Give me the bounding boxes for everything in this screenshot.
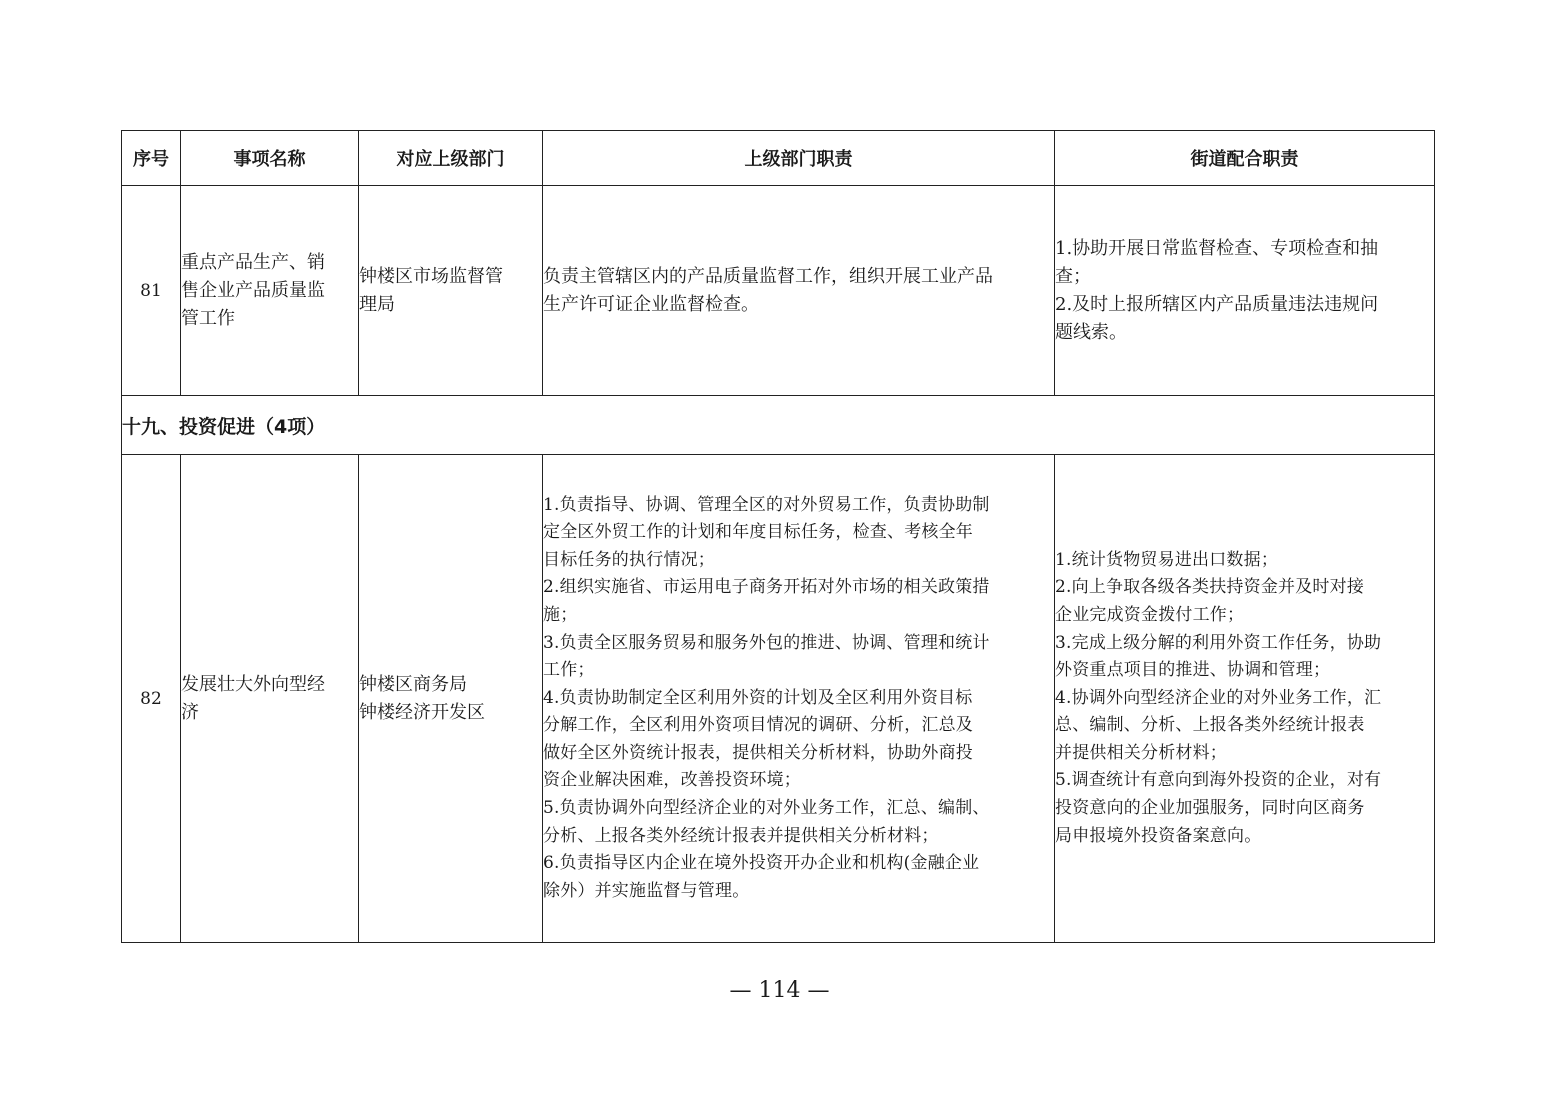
row82-upper-line: 分析、上报各类外经统计报表并提供相关分析材料； — [543, 825, 939, 846]
row82-name-line: 济 — [181, 701, 199, 723]
row82-street-line: 总、编制、分析、上报各类外经统计报表 — [1055, 715, 1365, 736]
header-item-name: 事项名称 — [181, 131, 359, 186]
table-row-81 — [122, 186, 1435, 396]
row82-street-line: 企业完成资金拨付工作； — [1055, 604, 1245, 625]
row81-dept-line: 钟楼区市场监督管 — [359, 265, 503, 287]
row82-upper-line: 6.负责指导区内企业在境外投资开办企业和机构(金融企业 — [543, 853, 980, 874]
row82-upper-line: 1.负责指导、协调、管理全区的对外贸易工作，负责协助制 — [543, 494, 990, 515]
row81-upper-line: 负责主管辖区内的产品质量监督工作，组织开展工业产品 — [543, 265, 993, 287]
header-upper-duty: 上级部门职责 — [543, 131, 1055, 186]
row82-name-line: 发展壮大外向型经 — [181, 673, 325, 695]
row82-street-line: 4.协调外向型经济企业的对外业务工作，汇 — [1055, 687, 1382, 708]
row82-department — [359, 455, 543, 943]
row82-street-duty — [1055, 455, 1435, 943]
row82-upper-line: 3.负责全区服务贸易和服务外包的推进、协调、管理和统计 — [543, 632, 990, 653]
row82-upper-line: 资企业解决困难，改善投资环境； — [543, 770, 801, 791]
duty-table — [121, 130, 1435, 943]
row82-upper-line: 定全区外贸工作的计划和年度目标任务，检查、考核全年 — [543, 522, 973, 543]
row82-upper-line: 目标任务的执行情况； — [543, 549, 715, 570]
row81-street-line: 1.协助开展日常监督检查、专项检查和抽 — [1055, 237, 1379, 259]
row82-street-line: 外资重点项目的推进、协调和管理； — [1055, 660, 1331, 681]
row81-number: 81 — [122, 186, 181, 396]
row81-street-line: 查； — [1055, 265, 1091, 287]
row81-street-line: 2.及时上报所辖区内产品质量违法违规问 — [1055, 293, 1379, 315]
row81-name-line: 管工作 — [181, 307, 235, 329]
row82-number: 82 — [122, 455, 181, 943]
row82-street-line: 5.调查统计有意向到海外投资的企业，对有 — [1055, 770, 1382, 791]
row82-item-name — [181, 455, 359, 943]
section-title: 十九、投资促进（4项） — [122, 396, 1435, 455]
row82-street-line: 1.统计货物贸易进出口数据； — [1055, 549, 1279, 570]
row81-upper-duty — [543, 186, 1055, 396]
row82-dept-line: 钟楼区商务局 — [359, 673, 467, 695]
page-number: — 114 — — [729, 978, 830, 1003]
row82-street-line: 并提供相关分析材料； — [1055, 742, 1227, 763]
row81-dept-line: 理局 — [359, 293, 395, 315]
row81-item-name — [181, 186, 359, 396]
row82-upper-line: 做好全区外资统计报表，提供相关分析材料，协助外商投 — [543, 742, 973, 763]
row82-street-line: 投资意向的企业加强服务，同时向区商务 — [1055, 798, 1365, 819]
header-number: 序号 — [122, 131, 181, 186]
row81-upper-line: 生产许可证企业监督检查。 — [543, 293, 759, 315]
row82-upper-line: 分解工作，全区利用外资项目情况的调研、分析，汇总及 — [543, 715, 973, 736]
row81-street-line: 题线索。 — [1055, 321, 1127, 343]
row82-upper-line: 4.负责协助制定全区利用外资的计划及全区利用外资目标 — [543, 687, 973, 708]
header-street-duty: 街道配合职责 — [1055, 131, 1435, 186]
row82-street-line: 2.向上争取各级各类扶持资金并及时对接 — [1055, 577, 1365, 598]
row82-dept-line: 钟楼经济开发区 — [359, 701, 485, 723]
header-row — [122, 131, 1435, 186]
row82-upper-line: 2.组织实施省、市运用电子商务开拓对外市场的相关政策措 — [543, 577, 990, 598]
row81-department — [359, 186, 543, 396]
table-row-82 — [122, 455, 1435, 943]
row82-upper-line: 除外）并实施监督与管理。 — [543, 880, 750, 901]
row82-street-line: 局申报境外投资备案意向。 — [1055, 825, 1262, 846]
row82-upper-duty — [543, 455, 1055, 943]
row82-upper-line: 工作； — [543, 660, 595, 681]
section-row — [122, 396, 1435, 455]
row82-upper-line: 施； — [543, 604, 578, 625]
row82-upper-line: 5.负责协调外向型经济企业的对外业务工作，汇总、编制、 — [543, 798, 990, 819]
row81-name-line: 售企业产品质量监 — [181, 279, 325, 301]
header-upper-department: 对应上级部门 — [359, 131, 543, 186]
row81-name-line: 重点产品生产、销 — [181, 251, 325, 273]
row81-street-duty — [1055, 186, 1435, 396]
row82-street-line: 3.完成上级分解的利用外资工作任务，协助 — [1055, 632, 1382, 653]
